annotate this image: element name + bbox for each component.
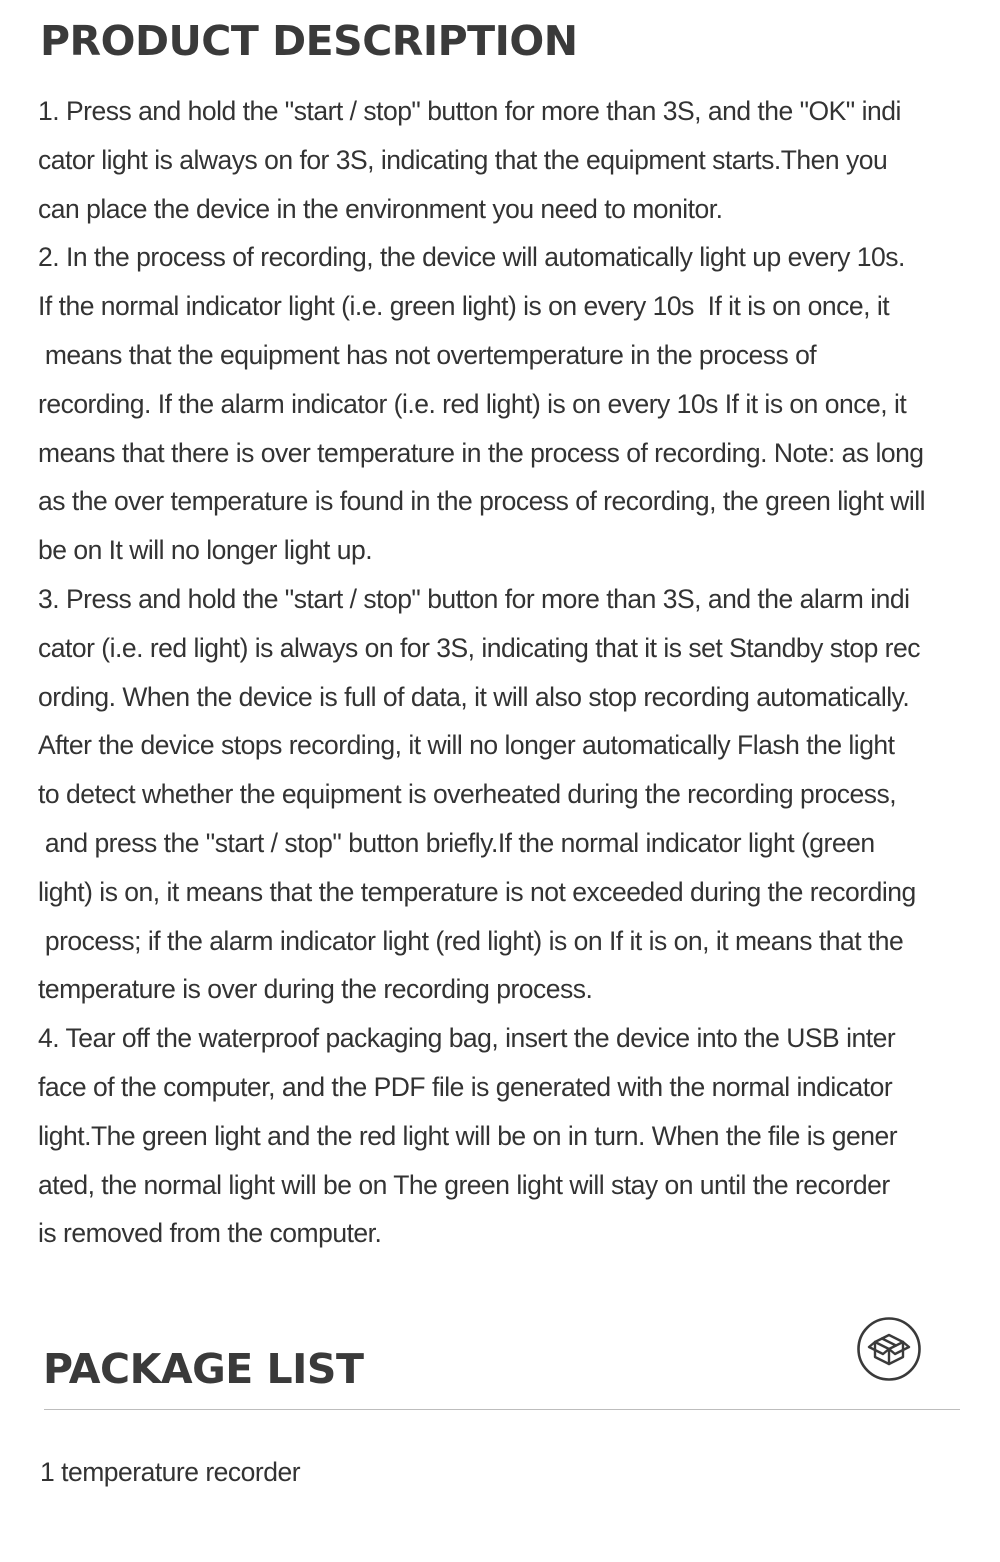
description-line: cator (i.e. red light) is always on for 3S, indicating that it is set Standby stop rec [38,632,920,663]
description-line: If the normal indicator light (i.e. green light) is on every 10s If it is on once, it [38,291,890,322]
description-line: cator light is always on for 3S, indicating that the equipment starts.Then you [38,144,888,175]
description-line: can place the device in the environment you need to monitor. [38,193,723,224]
description-line: After the device stops recording, it will no longer automatically Flash the light [38,730,895,761]
description-line: means that the equipment has not overtemperature in the process of [38,339,817,370]
description-line: 3. Press and hold the "start / stop" button for more than 3S, and the alarm indi [38,583,910,614]
description-line: ording. When the device is full of data, it will also stop recording automatically. [38,681,910,712]
description-line: 4. Tear off the waterproof packaging bag, insert the device into the USB inter [38,1023,896,1054]
description-line: temperature is over during the recording process. [38,974,593,1005]
description-line: is removed from the computer. [38,1218,382,1249]
description-line: means that there is over temperature in the process of recording. Note: as long [38,437,924,468]
description-line: face of the computer, and the PDF file is generated with the normal indicator [38,1071,893,1102]
description-line: light.The green light and the red light will be on in turn. When the file is gener [38,1120,898,1151]
description-line: be on It will no longer light up. [38,535,373,566]
package-box-icon [856,1316,922,1382]
description-line: ated, the normal light will be on The green light will stay on until the recorder [38,1169,890,1200]
product-description-title: PRODUCT DESCRIPTION [40,17,578,65]
product-description-body [38,87,978,1258]
description-line: process; if the alarm indicator light (red light) is on If it is on, it means that the [38,925,904,956]
package-list-item: 1 temperature recorder [40,1457,301,1487]
description-line: recording. If the alarm indicator (i.e. red light) is on every 10s If it is on once, it [38,388,907,419]
description-line: 1. Press and hold the "start / stop" button for more than 3S, and the "OK" indi [38,96,901,126]
description-line: light) is on, it means that the temperature is not exceeded during the recording [38,876,916,907]
section-divider [44,1409,960,1410]
description-line: and press the "start / stop" button briefly.If the normal indicator light (green [38,827,875,858]
description-line: 2. In the process of recording, the device will automatically light up every 10s. [38,242,905,273]
description-line: as the over temperature is found in the process of recording, the green light will [38,486,926,517]
description-line: to detect whether the equipment is overheated during the recording process, [38,779,897,810]
package-list-title: PACKAGE LIST [43,1345,364,1393]
